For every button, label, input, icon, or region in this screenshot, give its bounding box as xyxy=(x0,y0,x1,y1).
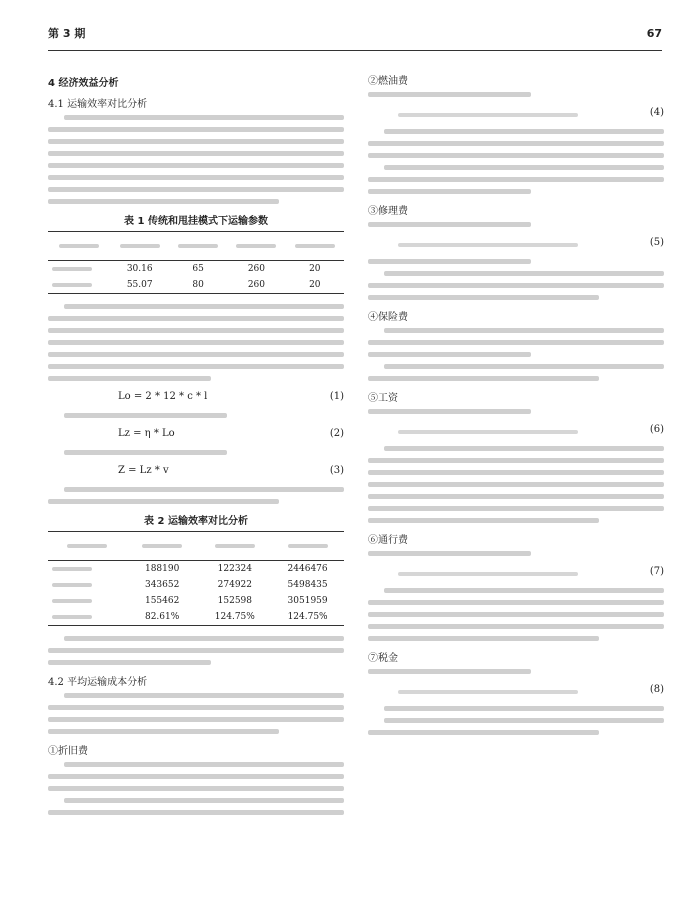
table-row: 343652 274922 5498435 xyxy=(48,577,344,593)
paragraph xyxy=(368,92,664,97)
paragraph xyxy=(48,636,344,665)
table-row: 55.07 80 260 20 xyxy=(48,277,344,294)
equation-5: (5) xyxy=(368,235,664,253)
paragraph xyxy=(48,115,344,204)
paragraph xyxy=(48,693,344,734)
paragraph xyxy=(368,222,664,227)
paragraph xyxy=(368,129,664,194)
table1-header-cell xyxy=(111,232,169,261)
table2-header-cell xyxy=(271,532,344,561)
cost-item-repair: ③修理费 xyxy=(368,206,408,217)
table-row: 82.61% 124.75% 124.75% xyxy=(48,609,344,626)
table2-header-cell xyxy=(198,532,271,561)
equation-4: (4) xyxy=(368,105,664,123)
subsection-heading-4-2: 4.2 平均运输成本分析 xyxy=(48,677,148,688)
table1-header-cell xyxy=(227,232,285,261)
table2-header-cell xyxy=(48,532,126,561)
paragraph xyxy=(368,669,664,674)
paragraph xyxy=(368,551,664,556)
table1-caption: 表 1 传统和甩挂模式下运输参数 xyxy=(124,216,268,227)
table-row: 188190 122324 2446476 xyxy=(48,561,344,578)
cost-item-insurance: ④保险费 xyxy=(368,312,408,323)
cost-item-taxes: ⑦税金 xyxy=(368,653,398,664)
paragraph xyxy=(48,450,344,455)
paragraph xyxy=(48,304,344,381)
cost-item-wages: ⑤工资 xyxy=(368,393,398,404)
issue-number: 第 3 期 xyxy=(48,27,86,40)
paragraph xyxy=(368,328,664,381)
equation-6: (6) xyxy=(368,422,664,440)
table2-caption: 表 2 运输效率对比分析 xyxy=(144,516,248,527)
table2-header-cell xyxy=(126,532,199,561)
paragraph xyxy=(48,762,344,815)
section-heading: 4 经济效益分析 xyxy=(48,78,119,89)
table1-header-cell xyxy=(286,232,344,261)
header-rule xyxy=(48,50,662,51)
page-number: 67 xyxy=(646,27,662,40)
cost-item-fuel: ②燃油费 xyxy=(368,76,408,87)
running-header xyxy=(48,22,662,46)
paragraph xyxy=(48,487,344,504)
table1-header-cell xyxy=(48,232,111,261)
paragraph xyxy=(368,588,664,641)
equation-7: (7) xyxy=(368,564,664,582)
paragraph xyxy=(368,259,664,300)
cost-item-depreciation: ①折旧费 xyxy=(48,746,88,757)
table-row: 30.16 65 260 20 xyxy=(48,261,344,278)
paragraph xyxy=(48,413,344,418)
equation-2: Lz = η * Lo (2) xyxy=(118,428,344,439)
equation-8: (8) xyxy=(368,682,664,700)
equation-3: Z = Lz * v (3) xyxy=(118,465,344,476)
equation-1: Lo = 2 * 12 * c * l (1) xyxy=(118,391,344,402)
table2 xyxy=(48,531,344,626)
cost-item-tolls: ⑥通行费 xyxy=(368,535,408,546)
paragraph xyxy=(368,409,664,414)
paragraph xyxy=(368,706,664,735)
table-row: 155462 152598 3051959 xyxy=(48,593,344,609)
right-column xyxy=(368,72,664,743)
table1 xyxy=(48,231,344,294)
subsection-heading-4-1: 4.1 运输效率对比分析 xyxy=(48,99,148,110)
table1-header-cell xyxy=(169,232,227,261)
left-column xyxy=(48,72,344,823)
paragraph xyxy=(368,446,664,523)
